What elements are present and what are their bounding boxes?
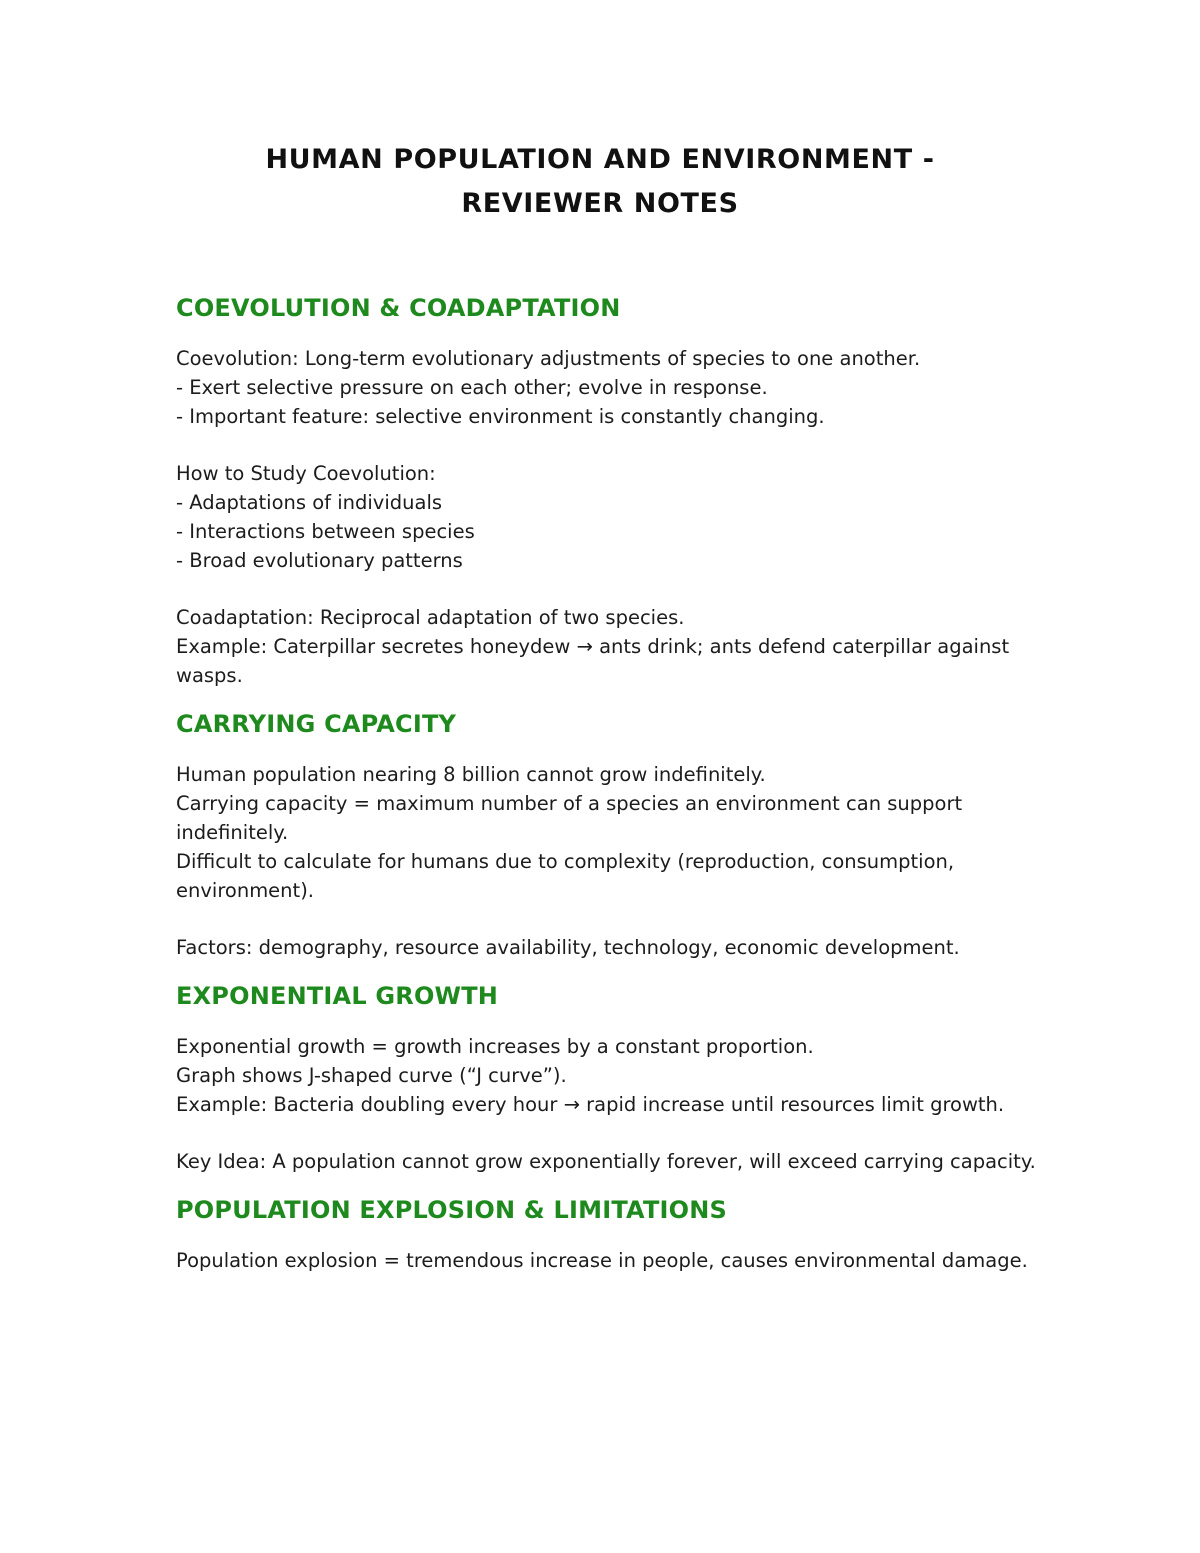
section-spacer [176, 962, 1036, 978]
section-population-explosion [176, 1192, 1036, 1275]
section-heading: CARRYING CAPACITY [176, 710, 457, 738]
section-carrying-capacity [176, 706, 1036, 962]
section-coevolution [176, 290, 1036, 690]
paragraph-line: - Interactions between species [176, 520, 475, 543]
paragraph-line: Carrying capacity = maximum number of a species an environment can support indefinitely. [176, 792, 963, 844]
paragraph-line: Example: Bacteria doubling every hour → rapid increase until resources limit growth. [176, 1093, 1005, 1116]
title-line-2: REVIEWER NOTES [461, 188, 739, 219]
paragraph-line: Difficult to calculate for humans due to complexity (reproduction, consumption, environment). [176, 850, 955, 902]
paragraph-line: Key Idea: A population cannot grow exponentially forever, will exceed carrying capacity. [176, 1150, 1036, 1173]
paragraph-spacer [176, 431, 1036, 459]
paragraph-line: Factors: demography, resource availability, technology, economic development. [176, 936, 960, 959]
paragraph-spacer [176, 1119, 1036, 1147]
title-line-1: HUMAN POPULATION AND ENVIRONMENT - [265, 144, 935, 175]
paragraph-spacer [176, 905, 1036, 933]
paragraph-line: How to Study Coevolution: [176, 462, 436, 485]
paragraph-line: Graph shows J-shaped curve (“J curve”). [176, 1064, 567, 1087]
section-heading: EXPONENTIAL GROWTH [176, 982, 499, 1010]
section-heading: POPULATION EXPLOSION & LIMITATIONS [176, 1196, 728, 1224]
paragraph-line: Population explosion = tremendous increase in people, causes environmental damage. [176, 1249, 1028, 1272]
section-exponential-growth [176, 978, 1036, 1176]
paragraph-line: Human population nearing 8 billion cannot grow indefinitely. [176, 763, 766, 786]
section-spacer [176, 690, 1036, 706]
paragraph-line: Coadaptation: Reciprocal adaptation of two species. [176, 606, 685, 629]
document-title [150, 138, 1050, 226]
paragraph-spacer [176, 575, 1036, 603]
paragraph-line: - Exert selective pressure on each other; evolve in response. [176, 376, 768, 399]
paragraph-line: - Important feature: selective environment is constantly changing. [176, 405, 825, 428]
paragraph-line: Example: Caterpillar secretes honeydew → ants drink; ants defend caterpillar against wasps. [176, 635, 1010, 687]
paragraph-line: Exponential growth = growth increases by a constant proportion. [176, 1035, 814, 1058]
paragraph-line: - Broad evolutionary patterns [176, 549, 463, 572]
paragraph-line: - Adaptations of individuals [176, 491, 443, 514]
paragraph-line: Coevolution: Long-term evolutionary adjustments of species to one another. [176, 347, 921, 370]
document-body [176, 290, 1036, 1275]
section-spacer [176, 1176, 1036, 1192]
section-heading: COEVOLUTION & COADAPTATION [176, 294, 621, 322]
